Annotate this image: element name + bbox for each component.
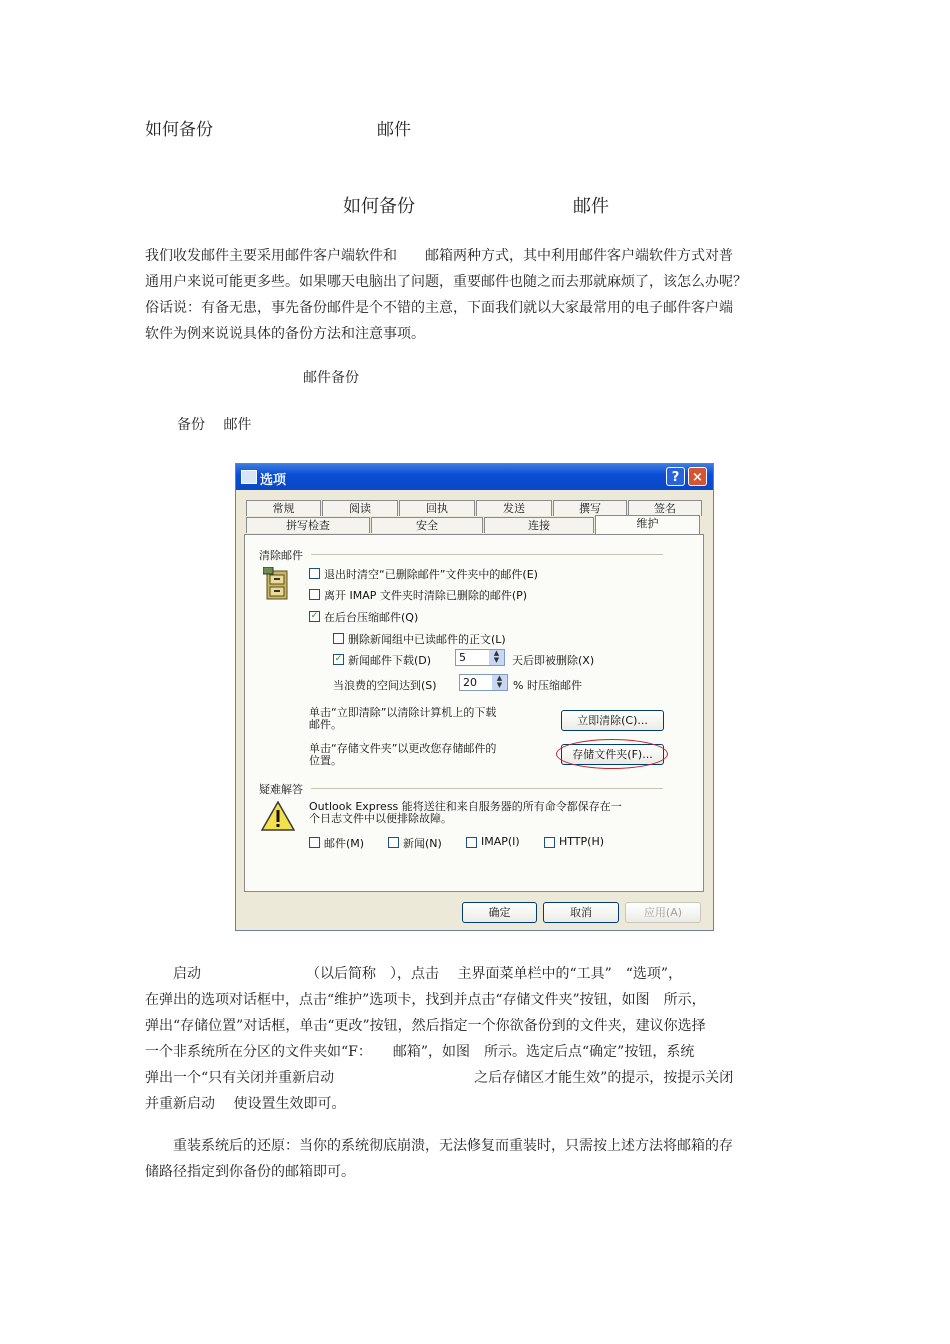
- tab-general[interactable]: 常规: [246, 500, 321, 516]
- doc-title-part1: 如何备份: [145, 120, 213, 140]
- clean-now-desc-line: 邮件。: [309, 718, 342, 731]
- label-news-days-suffix: 天后即被删除(X): [512, 654, 595, 667]
- body-paragraph-1: [145, 961, 807, 1117]
- checkbox-imap-purge[interactable]: [309, 589, 320, 600]
- trouble-section-label: 疑难解答: [259, 783, 303, 796]
- body-line: 弹出“存储位置”对话框，单击“更改”按钮，然后指定一个你欲备份到的文件夹，建议你选择: [145, 1018, 706, 1034]
- intro-line: 我们收发邮件主要采用邮件客户端软件和 邮箱两种方式，其中利用邮件客户端软件方式对普: [145, 248, 733, 264]
- label-news-download: 新闻邮件下载(D): [348, 654, 432, 667]
- doc-title: [145, 115, 411, 140]
- intro-line: 软件为例来说说具体的备份方法和注意事项。: [145, 326, 425, 342]
- body-line: 重装系统后的还原：当你的系统彻底崩溃，无法修复而重装时，只需按上述方法将邮箱的存: [145, 1138, 733, 1154]
- body-line: 并重新启动 使设置生效即可。: [145, 1096, 346, 1112]
- cancel-button[interactable]: 取消: [543, 902, 619, 923]
- label-log-news: 新闻(N): [403, 837, 442, 850]
- checkbox-log-http[interactable]: [544, 837, 555, 848]
- close-icon[interactable]: ×: [688, 467, 707, 486]
- label-log-mail: 邮件(M): [324, 837, 365, 850]
- clean-section-label: 清除邮件: [259, 549, 303, 562]
- checkbox-log-news[interactable]: [388, 837, 399, 848]
- clean-now-desc-line: 单击“立即清除”以清除计算机上的下载: [309, 706, 497, 719]
- news-days-value: 5: [459, 651, 466, 664]
- body-line: 弹出一个“只有关闭并重新启动 之后存储区才能生效”的提示，按提示关闭: [145, 1070, 734, 1086]
- dialog-titlebar: [236, 464, 713, 490]
- help-icon[interactable]: ?: [666, 467, 685, 486]
- tab-compose[interactable]: 撰写: [553, 500, 627, 516]
- body-line: 一个非系统所在分区的文件夹如“F： 邮箱”，如图 所示。选定后点“确定”按钮，系统: [145, 1044, 695, 1060]
- options-dialog: [235, 463, 714, 931]
- body-line: 启动 （以后简称 ），点击 主界面菜单栏中的“工具” “选项”，: [145, 966, 683, 982]
- clean-now-button[interactable]: 立即清除(C)...: [561, 710, 664, 731]
- tab-maintenance[interactable]: 维护: [595, 515, 700, 534]
- store-folder-button[interactable]: 存储文件夹(F)...: [561, 744, 664, 765]
- folder-cabinet-icon: [263, 567, 291, 601]
- waste-percent-value: 20: [463, 676, 477, 689]
- news-days-stepper[interactable]: [455, 649, 505, 666]
- label-compact-bg: 在后台压缩邮件(Q): [324, 611, 419, 624]
- trouble-desc: [309, 801, 622, 825]
- checkbox-delete-read-news[interactable]: [333, 633, 344, 644]
- label-delete-read-news: 删除新闻组中已读邮件的正文(L): [348, 633, 506, 646]
- tab-spelling[interactable]: 拼写检查: [246, 517, 370, 533]
- spin-arrows-icon[interactable]: ▲ ▼: [492, 675, 507, 690]
- label-imap-purge: 离开 IMAP 文件夹时清除已删除的邮件(P): [324, 589, 528, 602]
- app-icon: [241, 470, 257, 484]
- body-paragraph-2: [145, 1133, 807, 1185]
- ok-button[interactable]: 确定: [462, 902, 537, 923]
- section-divider: [311, 554, 663, 555]
- doc-title-part2: 邮件: [377, 120, 411, 140]
- maintenance-panel: [244, 534, 704, 892]
- checkbox-log-mail[interactable]: [309, 837, 320, 848]
- label-waste-suffix: % 时压缩邮件: [513, 679, 582, 692]
- dialog-title: 选项: [260, 473, 287, 488]
- store-desc: [309, 743, 496, 767]
- warning-icon: [261, 801, 295, 831]
- tab-read[interactable]: 阅读: [322, 500, 398, 516]
- waste-percent-stepper[interactable]: [459, 674, 508, 691]
- tab-receipts[interactable]: 回执: [399, 500, 475, 516]
- body-line: 储路径指定到你备份的邮箱即可。: [145, 1164, 355, 1180]
- checkbox-news-download[interactable]: ✓: [334, 654, 343, 664]
- section-heading: 邮件备份: [303, 370, 359, 386]
- label-empty-deleted: 退出时清空“已删除邮件”文件夹中的邮件(E): [324, 568, 538, 581]
- tab-send[interactable]: 发送: [476, 500, 552, 516]
- store-desc-line: 单击“存储文件夹”以更改您存储邮件的: [309, 742, 497, 755]
- tab-security[interactable]: 安全: [371, 517, 483, 533]
- apply-button[interactable]: 应用(A): [625, 902, 701, 923]
- intro-paragraph: [145, 243, 807, 347]
- trouble-desc-line: 个日志文件中以便排除故障。: [309, 812, 452, 825]
- tab-signatures[interactable]: 签名: [628, 500, 702, 516]
- intro-line: 通用户来说可能更多些。如果哪天电脑出了问题，重要邮件也随之而去那就麻烦了，该怎么办呢？: [145, 274, 747, 290]
- tab-connection[interactable]: 连接: [484, 517, 594, 533]
- section-divider: [311, 788, 663, 789]
- label-log-http: HTTP(H): [559, 835, 605, 848]
- intro-line: 俗话说：有备无患，事先备份邮件是个不错的主意，下面我们就以大家最常用的电子邮件客户端: [145, 300, 733, 316]
- highlight-circle: [556, 739, 668, 769]
- spin-arrows-icon[interactable]: ▲ ▼: [489, 650, 504, 665]
- label-waste-space: 当浪费的空间达到(S): [333, 679, 437, 692]
- trouble-desc-line: Outlook Express 能将送往和来自服务器的所有命令都保存在一: [309, 800, 622, 813]
- checkbox-compact-bg[interactable]: ✓: [310, 611, 319, 621]
- sub-heading: 备份 邮件: [177, 417, 252, 433]
- checkbox-log-imap[interactable]: [466, 837, 477, 848]
- body-line: 在弹出的选项对话框中，点击“维护”选项卡，找到并点击“存储文件夹”按钮，如图 所示，: [145, 992, 706, 1008]
- doc-heading: [343, 192, 609, 218]
- checkbox-empty-deleted[interactable]: [309, 568, 320, 579]
- doc-heading-part2: 邮件: [573, 196, 609, 217]
- doc-heading-part1: 如何备份: [343, 196, 415, 217]
- label-log-imap: IMAP(I): [481, 835, 520, 848]
- store-desc-line: 位置。: [309, 754, 342, 767]
- clean-now-desc: [309, 707, 496, 731]
